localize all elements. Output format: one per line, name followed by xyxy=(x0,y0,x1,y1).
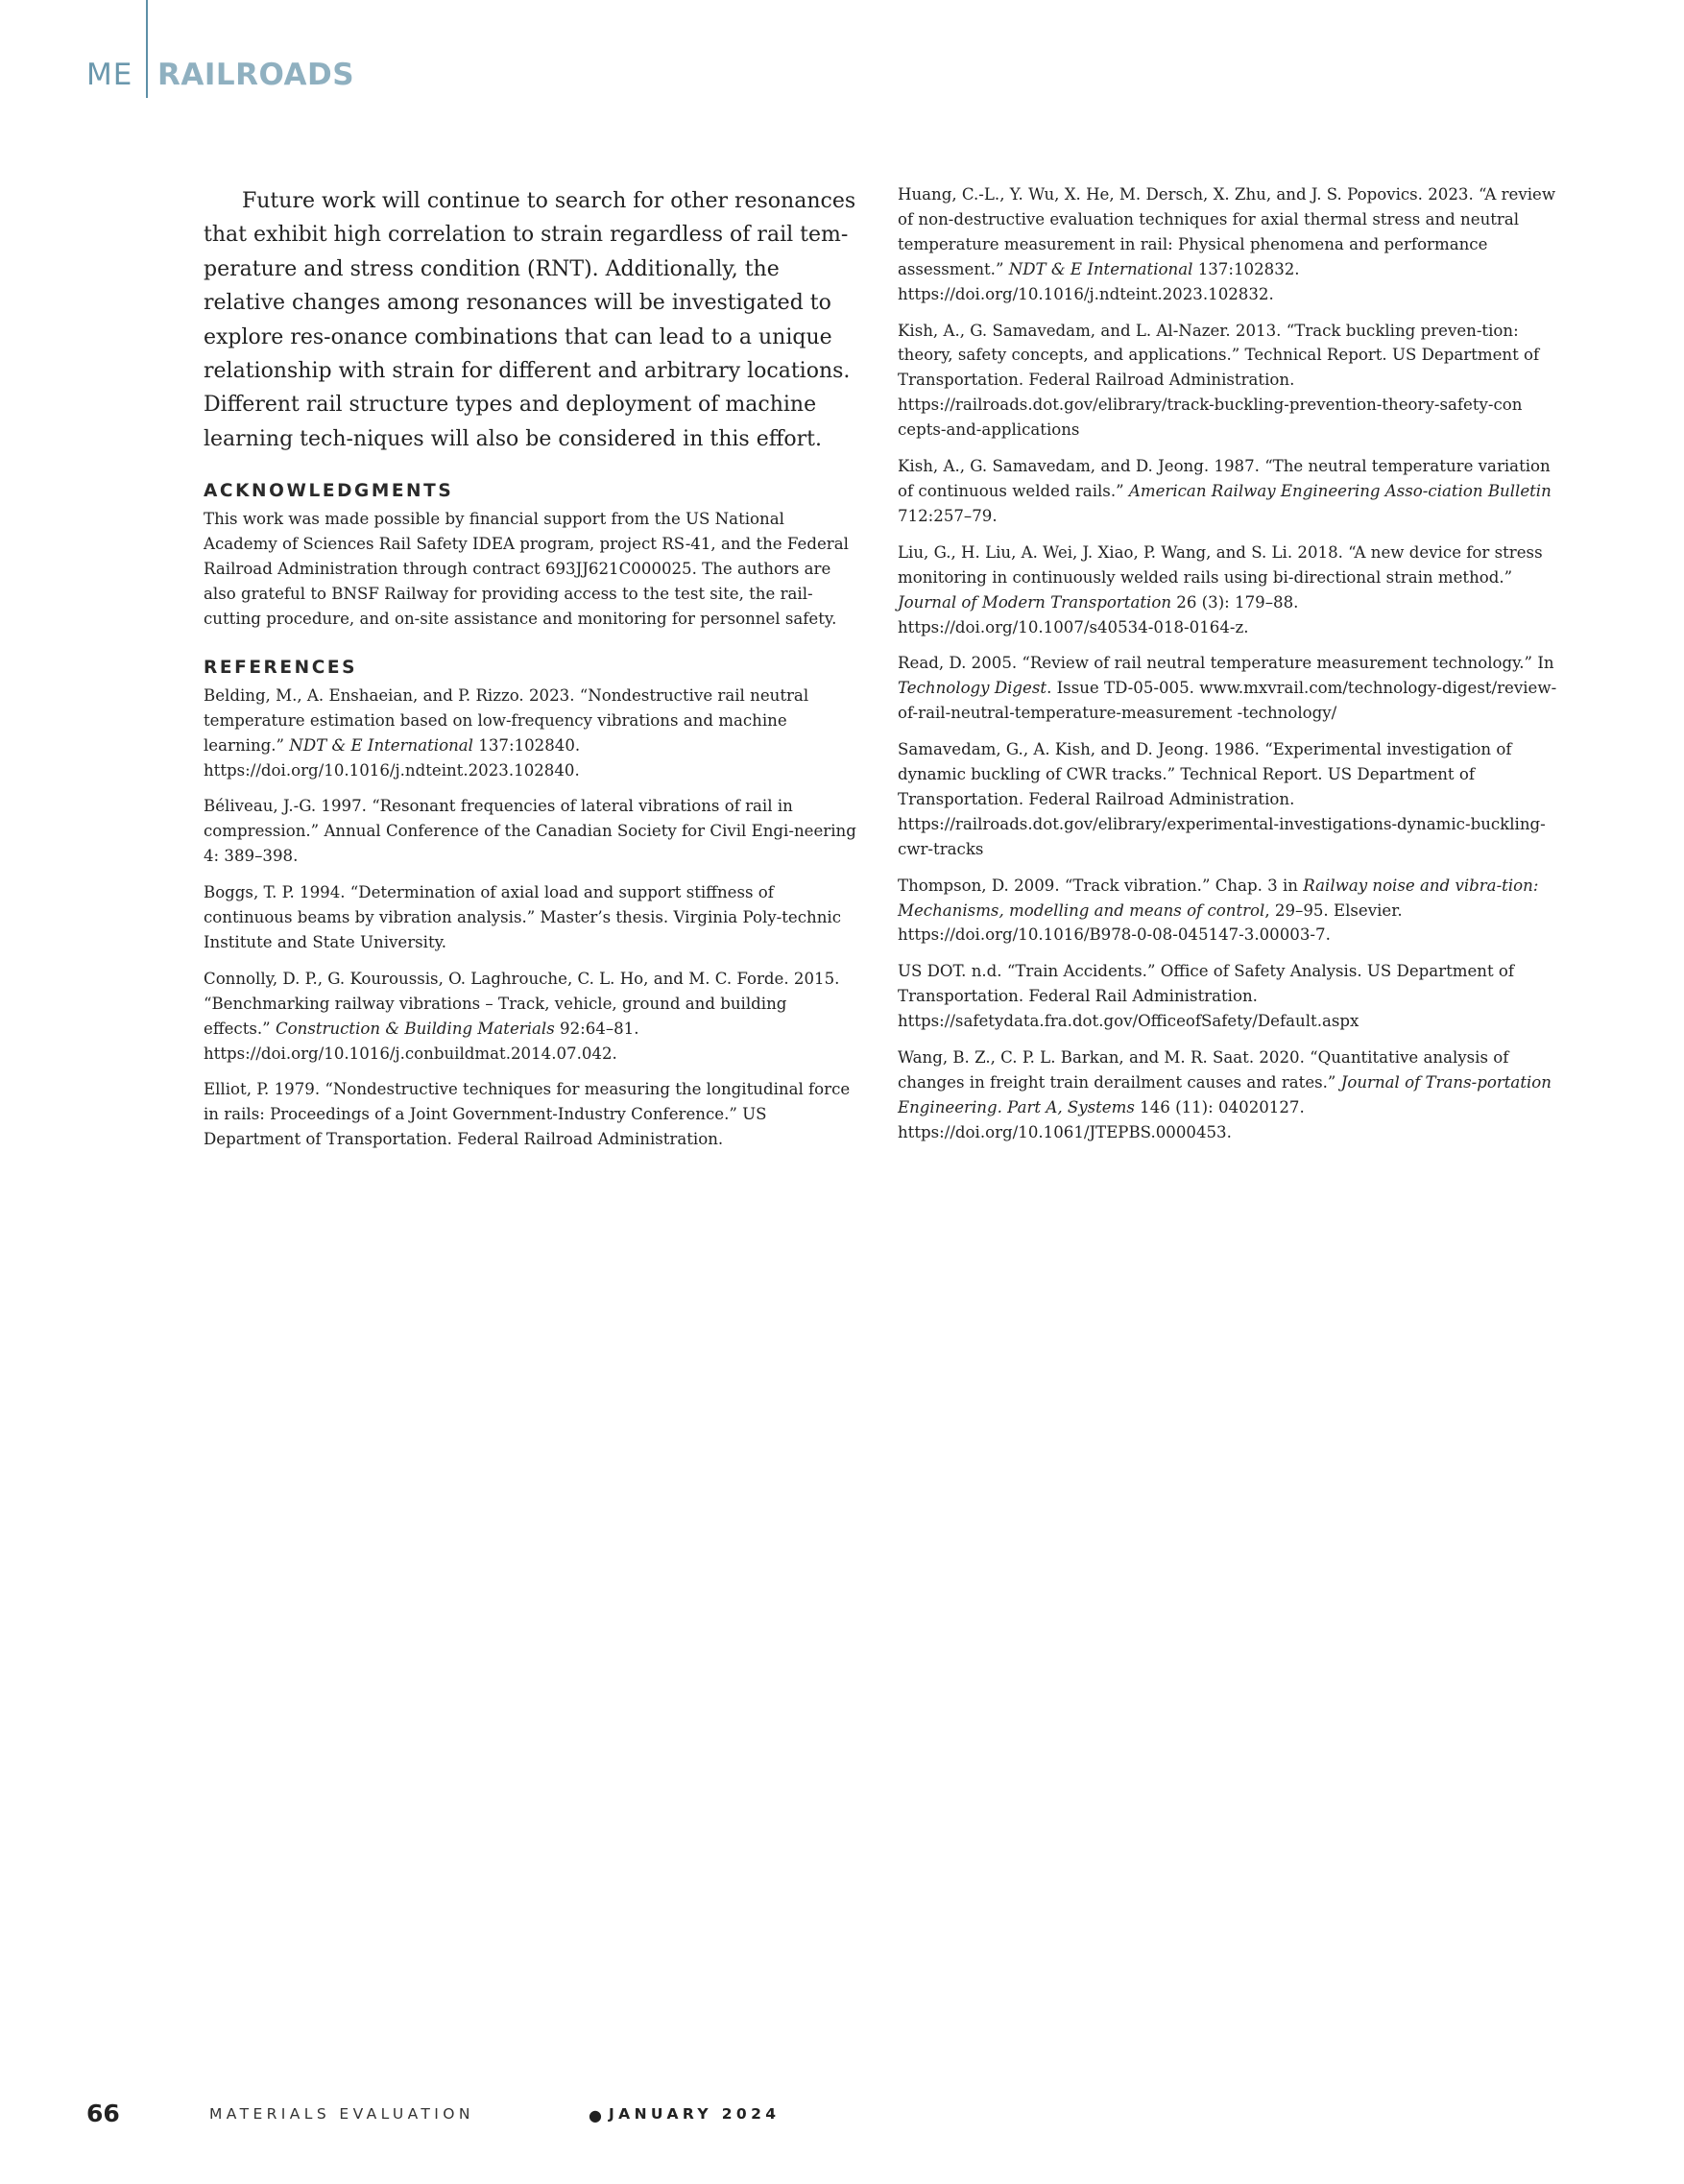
right-column xyxy=(898,182,1558,1145)
reference-entry: Thompson, D. 2009. “Track vibration.” Chap. 3 in Railway noise and vibra-tion: Mechanisms, modelling and means of control, 29–95. Elsevier. https://doi.org/10.1016/B978-0-08-045147-3.00003-7. xyxy=(898,876,1539,945)
reference-entry: Samavedam, G., A. Kish, and D. Jeong. 1986. “Experimental investigation of dynamic buckling of CWR tracks.” Technical Report. US Department of Transportation. Federal Railroad Administration. https://railroads.dot.gov/elibrary/experimental-investigations-dynamic-buckling-cwr-tracks xyxy=(898,740,1546,858)
acknowledgments-heading: ACKNOWLEDGMENTS xyxy=(204,481,454,502)
section-label: ME xyxy=(86,58,133,92)
publication-name: MATERIALS EVALUATION xyxy=(209,2105,474,2123)
reference-entry: Liu, G., H. Liu, A. Wei, J. Xiao, P. Wang, and S. Li. 2018. “A new device for stress monitoring in continuously welded rails using bi-directional strain method.” Journal of Modern Transportation 26 (3): 179–88. https://doi.org/10.1007/s40534-018-0164-z. xyxy=(898,542,1543,636)
reference-entry: Kish, A., G. Samavedam, and D. Jeong. 1987. “The neutral temperature variation of continuous welded rails.” American Railway Engineering Asso-ciation Bulletin 712:257–79. xyxy=(898,457,1552,525)
reference-entry: Wang, B. Z., C. P. L. Barkan, and M. R. Saat. 2020. “Quantitative analysis of changes in freight train derailment causes and rates.” Journal of Trans-portation Engineering. Part A, Systems 146 (11): 04020127. https://doi.org/10.1061/JTEPBS.0000453. xyxy=(898,1048,1552,1141)
issue-date: JANUARY 2024 xyxy=(609,2105,781,2123)
reference-entry: US DOT. n.d. “Train Accidents.” Office of Safety Analysis. US Department of Transportation. Federal Rail Administration. https://safetydata.fra.dot.gov/OfficeofSafety/Default.aspx xyxy=(898,962,1515,1031)
header-divider xyxy=(146,0,148,98)
bullet-separator: ● xyxy=(589,2106,602,2124)
reference-entry: Béliveau, J.-G. 1997. “Resonant frequencies of lateral vibrations of rail in compression.” Annual Conference of the Canadian Society for Civil Engi-neering 4: 389–398. xyxy=(204,797,856,866)
reference-entry: Huang, C.-L., Y. Wu, X. He, M. Dersch, X. Zhu, and J. S. Popovics. 2023. “A review of non-destructive evaluation techniques for axial thermal stress and neutral temperature measurement in rail: Physical phenomena and performance assessment.” NDT & E International 137:102832. https://doi.org/10.1016/j.ndteint.2023.102832. xyxy=(898,185,1556,303)
reference-entry: Connolly, D. P., G. Kouroussis, O. Laghrouche, C. L. Ho, and M. C. Forde. 2015. “Benchmarking railway vibrations – Track, vehicle, ground and building effects.” Construction & Building Materials 92:64–81. https://doi.org/10.1016/j.conbuildmat.2014.07.042. xyxy=(204,969,840,1063)
references-heading: REFERENCES xyxy=(204,657,358,678)
page-number: 66 xyxy=(86,2100,120,2127)
acknowledgments-text: This work was made possible by financial support from the US National Academy of Sciences Rail Safety IDEA program, project RS-41, and the Federal Railroad Administration through contract 693JJ621C000025. The authors are also grateful to BNSF Railway for providing access to the test site, the rail-cutting procedure, and on-site assistance and monitoring for personnel safety. xyxy=(204,510,849,628)
reference-entry: Kish, A., G. Samavedam, and L. Al-Nazer. 2013. “Track buckling preven-tion: theory, safety concepts, and applications.” Technical Report. US Department of Transportation. Federal Railroad Administration. https://railroads.dot.gov/elibrary/track-buckling-prevention-theory-safety-con cepts-and-applications xyxy=(898,321,1540,440)
left-column xyxy=(204,184,856,1152)
reference-entry: Read, D. 2005. “Review of rail neutral temperature measurement technology.” In Technology Digest. Issue TD-05-005. www.mxvrail.com/technology-digest/review-of-rail-neutral-temperature-measurement -technology/ xyxy=(898,654,1557,723)
reference-entry: Belding, M., A. Enshaeian, and P. Rizzo. 2023. “Nondestructive rail neutral temperature estimation based on low-frequency vibrations and machine learning.” NDT & E International 137:102840. https://doi.org/10.1016/j.ndteint.2023.102840. xyxy=(204,685,809,780)
reference-entry: Boggs, T. P. 1994. “Determination of axial load and support stiffness of continuous beams by vibration analysis.” Master’s thesis. Virginia Poly-technic Institute and State University. xyxy=(204,883,842,951)
reference-entry: Elliot, P. 1979. “Nondestructive techniques for measuring the longitudinal force in rails: Proceedings of a Joint Government-Industry Conference.” US Department of Transportation. Federal Railroad Administration. xyxy=(204,1080,851,1149)
section-title: RAILROADS xyxy=(157,58,355,92)
body-paragraph: Future work will continue to search for other resonances that exhibit high correlation to strain regardless of rail tem-perature and stress condition (RNT). Additionally, the relative changes among resonances will be investigated to explore res-onance combinations that can lead to a unique relationship with strain for different and arbitrary locations. Different rail structure types and deployment of machine learning tech-niques will also be considered in this effort. xyxy=(204,189,856,451)
